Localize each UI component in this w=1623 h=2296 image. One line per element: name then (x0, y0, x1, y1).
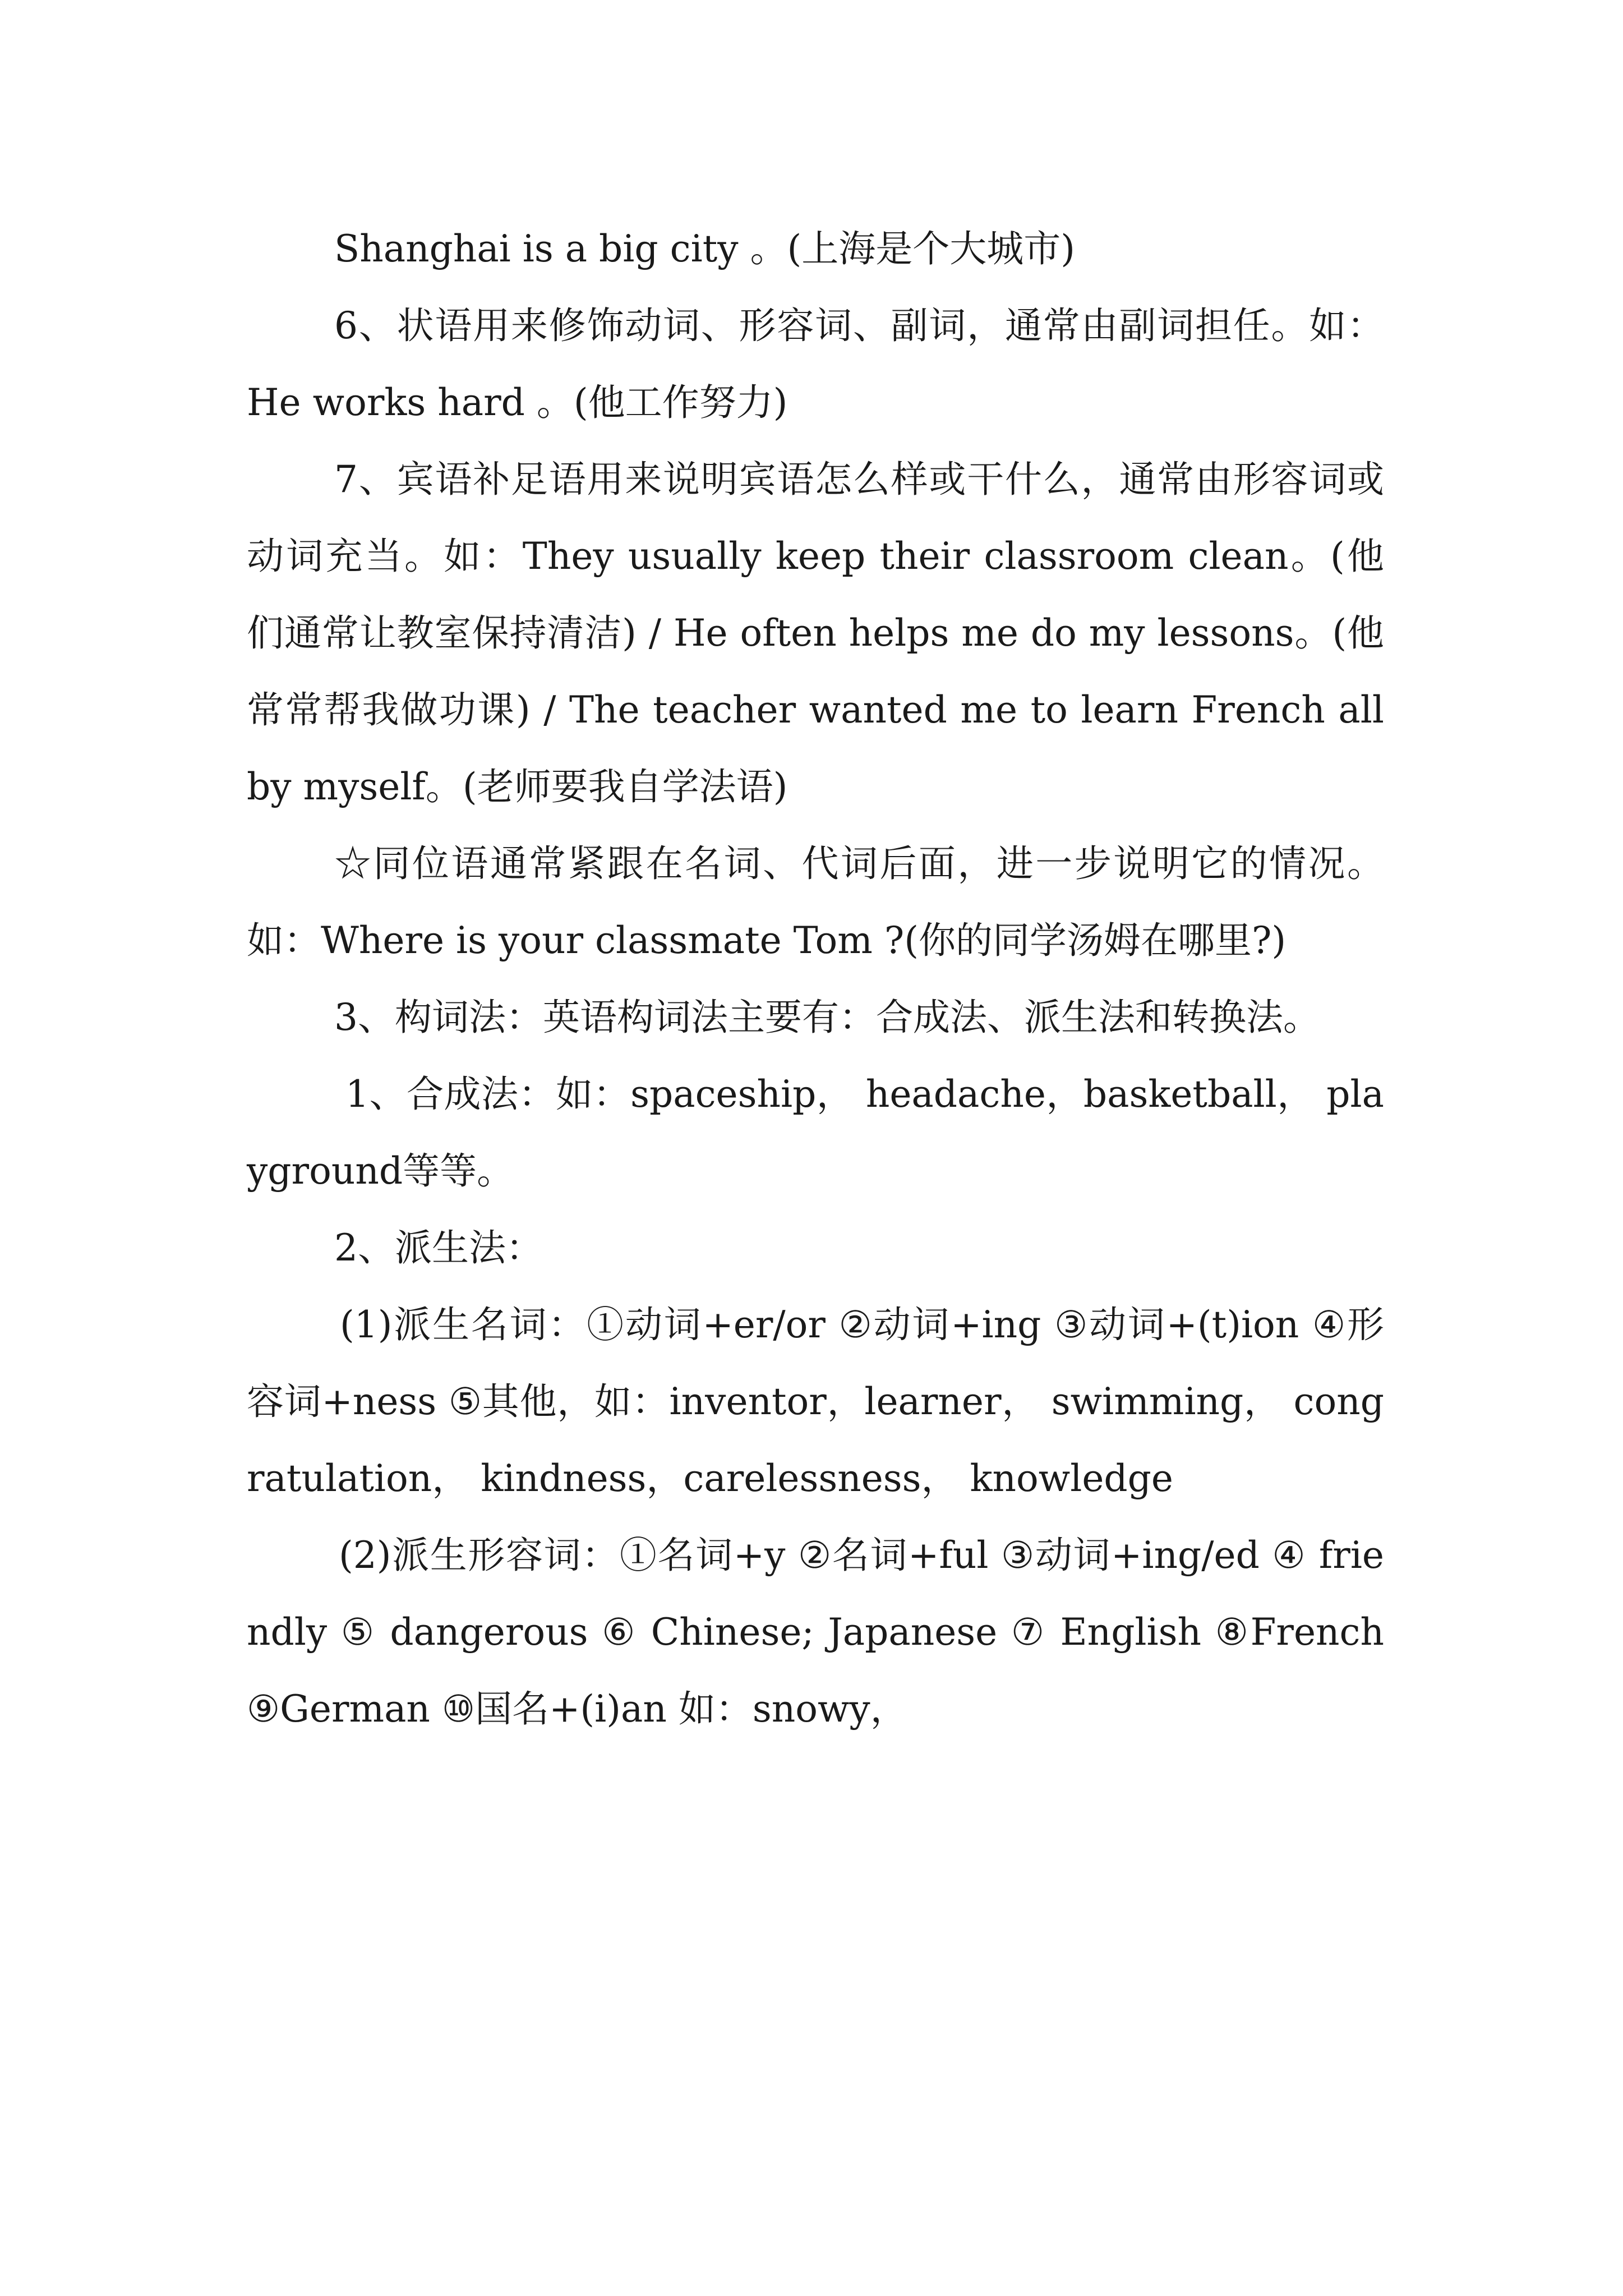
document-body (247, 210, 1384, 1747)
paragraph-compounding: 1、合成法：如：spaceship， headache，basketball， playground等等。 (247, 1073, 1384, 1193)
paragraph-object-complement: 7、宾语补足语用来说明宾语怎么样或干什么，通常由形容词或动词充当。如：They usually keep their classroom clean。(他们通常让教室保持清洁) / He often helps me do my lessons。(他常常帮我做功课) / The teacher wanted me to learn French all by myself。(老师要我自学法语) (247, 458, 1384, 808)
paragraph-derived-adjectives: (2)派生形容词：①名词+y ②名词+ful ③动词+ing/ed ④ friendly ⑤ dangerous ⑥ Chinese; Japanese ⑦ English ⑧French ⑨German ⑩国名+(i)an 如：snowy， (247, 1534, 1384, 1731)
paragraph-example-shanghai: Shanghai is a big city 。(上海是个大城市) (334, 227, 1075, 270)
paragraph-adverbial: 6、状语用来修饰动词、形容词、副词，通常由副词担任。如：He works hard 。(他工作努力) (247, 304, 1384, 424)
paragraph-appositive: ☆同位语通常紧跟在名词、代词后面，进一步说明它的情况。如：Where is your classmate Tom ?(你的同学汤姆在哪里?) (247, 842, 1384, 962)
paragraph-word-formation: 3、构词法：英语构词法主要有：合成法、派生法和转换法。 (334, 996, 1320, 1039)
paragraph-derived-nouns: (1)派生名词：①动词+er/or ②动词+ing ③动词+(t)ion ④形容词+ness ⑤其他，如：inventor，learner， swimming， congratulation， kindness，carelessness， knowledge (247, 1303, 1384, 1500)
paragraph-derivation-heading: 2、派生法： (334, 1226, 543, 1269)
